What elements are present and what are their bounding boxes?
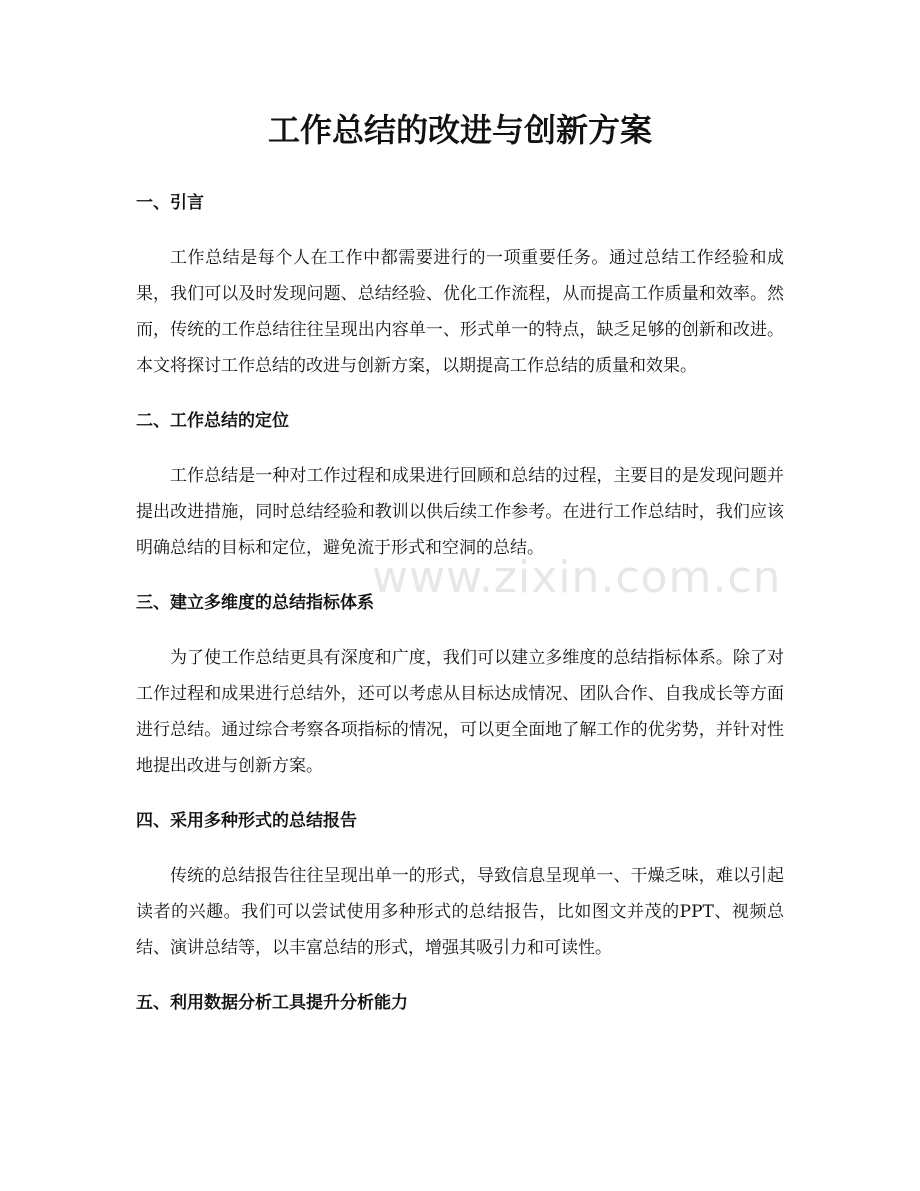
- section-paragraph-indicator-system: 为了使工作总结更具有深度和广度，我们可以建立多维度的总结指标体系。除了对工作过程和成果进行总结外，还可以考虑从目标达成情况、团队合作、自我成长等方面进行总结。通过综合考察各项指标的情况，可以更全面地了解工作的优劣势，并针对性地提出改进与创新方案。: [136, 648, 784, 776]
- document-body: [136, 186, 784, 1020]
- section-paragraph-report-forms: 传统的总结报告往往呈现出单一的形式，导致信息呈现单一、干燥乏味，难以引起读者的兴趣。我们可以尝试使用多种形式的总结报告，比如图文并茂的PPT、视频总结、演讲总结等，以丰富总结的形式，增强其吸引力和可读性。: [136, 866, 784, 958]
- section-heading-indicator-system: 三、建立多维度的总结指标体系: [136, 593, 374, 613]
- watermark-text: www.zixin.com.cn: [372, 552, 782, 603]
- section-heading-report-forms: 四、采用多种形式的总结报告: [136, 811, 357, 831]
- document-title: 工作总结的改进与创新方案: [267, 111, 652, 149]
- section-paragraph-positioning: 工作总结是一种对工作过程和成果进行回顾和总结的过程，主要目的是发现问题并提出改进措施，同时总结经验和教训以供后续工作参考。在进行工作总结时，我们应该明确总结的目标和定位，避免流于形式和空洞的总结。: [136, 466, 784, 558]
- section-heading-data-analysis: 五、利用数据分析工具提升分析能力: [136, 993, 408, 1013]
- section-paragraph-intro: 工作总结是每个人在工作中都需要进行的一项重要任务。通过总结工作经验和成果，我们可以及时发现问题、总结经验、优化工作流程，从而提高工作质量和效率。然而，传统的工作总结往往呈现出内容单一、形式单一的特点，缺乏足够的创新和改进。本文将探讨工作总结的改进与创新方案，以期提高工作总结的质量和效果。: [136, 248, 784, 376]
- section-heading-positioning: 二、工作总结的定位: [136, 411, 289, 431]
- section-heading-intro: 一、引言: [136, 193, 204, 213]
